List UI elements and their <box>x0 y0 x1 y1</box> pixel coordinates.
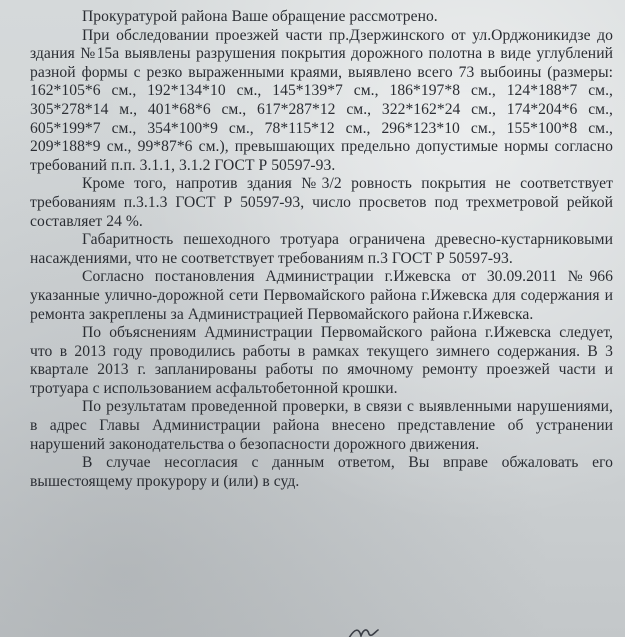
signature-mark <box>345 624 405 637</box>
paragraph-inspection-results: По результатам проведенной проверки, в связи с выявленными нарушениями, в адрес Главы Администрации района внесено представление об устранении нарушений законодательства о безопасности дорожного движения. <box>30 398 613 453</box>
paragraph-sidewalk-width: Габаритность пешеходного тротуара ограничена древесно-кустарниковыми насаждениями, что не соответствует требованиям п.3 ГОСТ Р 50597-93. <box>30 231 613 267</box>
paragraph-appeal-rights: В случае несогласия с данным ответом, Вы вправе обжаловать его вышестоящему прокурору и (или) в суд. <box>30 454 613 490</box>
paragraph-administration-resolution: Согласно постановления Администрации г.Ижевска от 30.09.2011 №966 указанные улично-дорожной сети Первомайского района г.Ижевска для содержания и ремонта закреплены за Администрацией Первомайского района г.Ижевска. <box>30 268 613 323</box>
paragraph-district-explanation: По объяснениям Администрации Первомайского района г.Ижевска следует, что в 2013 году проводились работы в рамках текущего зимнего содержания. В 3 квартале 2013 г. запланированы работы по ямочному ремонту проезжей части и тротуара с использованием асфальтобетонной крошки. <box>30 324 613 397</box>
paragraph-intro: Прокуратурой района Ваше обращение рассмотрено. <box>82 8 438 25</box>
paragraph-surface-evenness: Кроме того, напротив здания №3/2 ровность покрытия не соответствует требованиям п.3.1.3 ГОСТ Р 50597-93, число просветов под трехметровой рейкой составляет 24 %. <box>30 175 613 230</box>
letter-body <box>30 8 613 491</box>
paragraph-inspection-findings: При обследовании проезжей части пр.Дзержинского от ул.Орджоникидзе до здания №15а выявлены разрушения покрытия дорожного полотна в виде углублений разной формы с резко выраженными краями, выявлено всего 73 выбоины (размеры: 162*105*6 см., 192*134*10 см., 145*139*7 см., 186*197*8 см., 124*188*7 см., 305*278*14 м., 401*68*6 см., 617*287*12 см., 322*162*24 см., 174*204*6 см., 605*199*7 см., 354*100*9 см., 78*115*12 см., 296*123*10 см., 155*100*8 см., 209*188*9 см., 99*87*6 см.), превышающих предельно допустимые нормы согласно требований п.п. 3.1.1, 3.1.2 ГОСТ Р 50597-93. <box>30 26 613 174</box>
